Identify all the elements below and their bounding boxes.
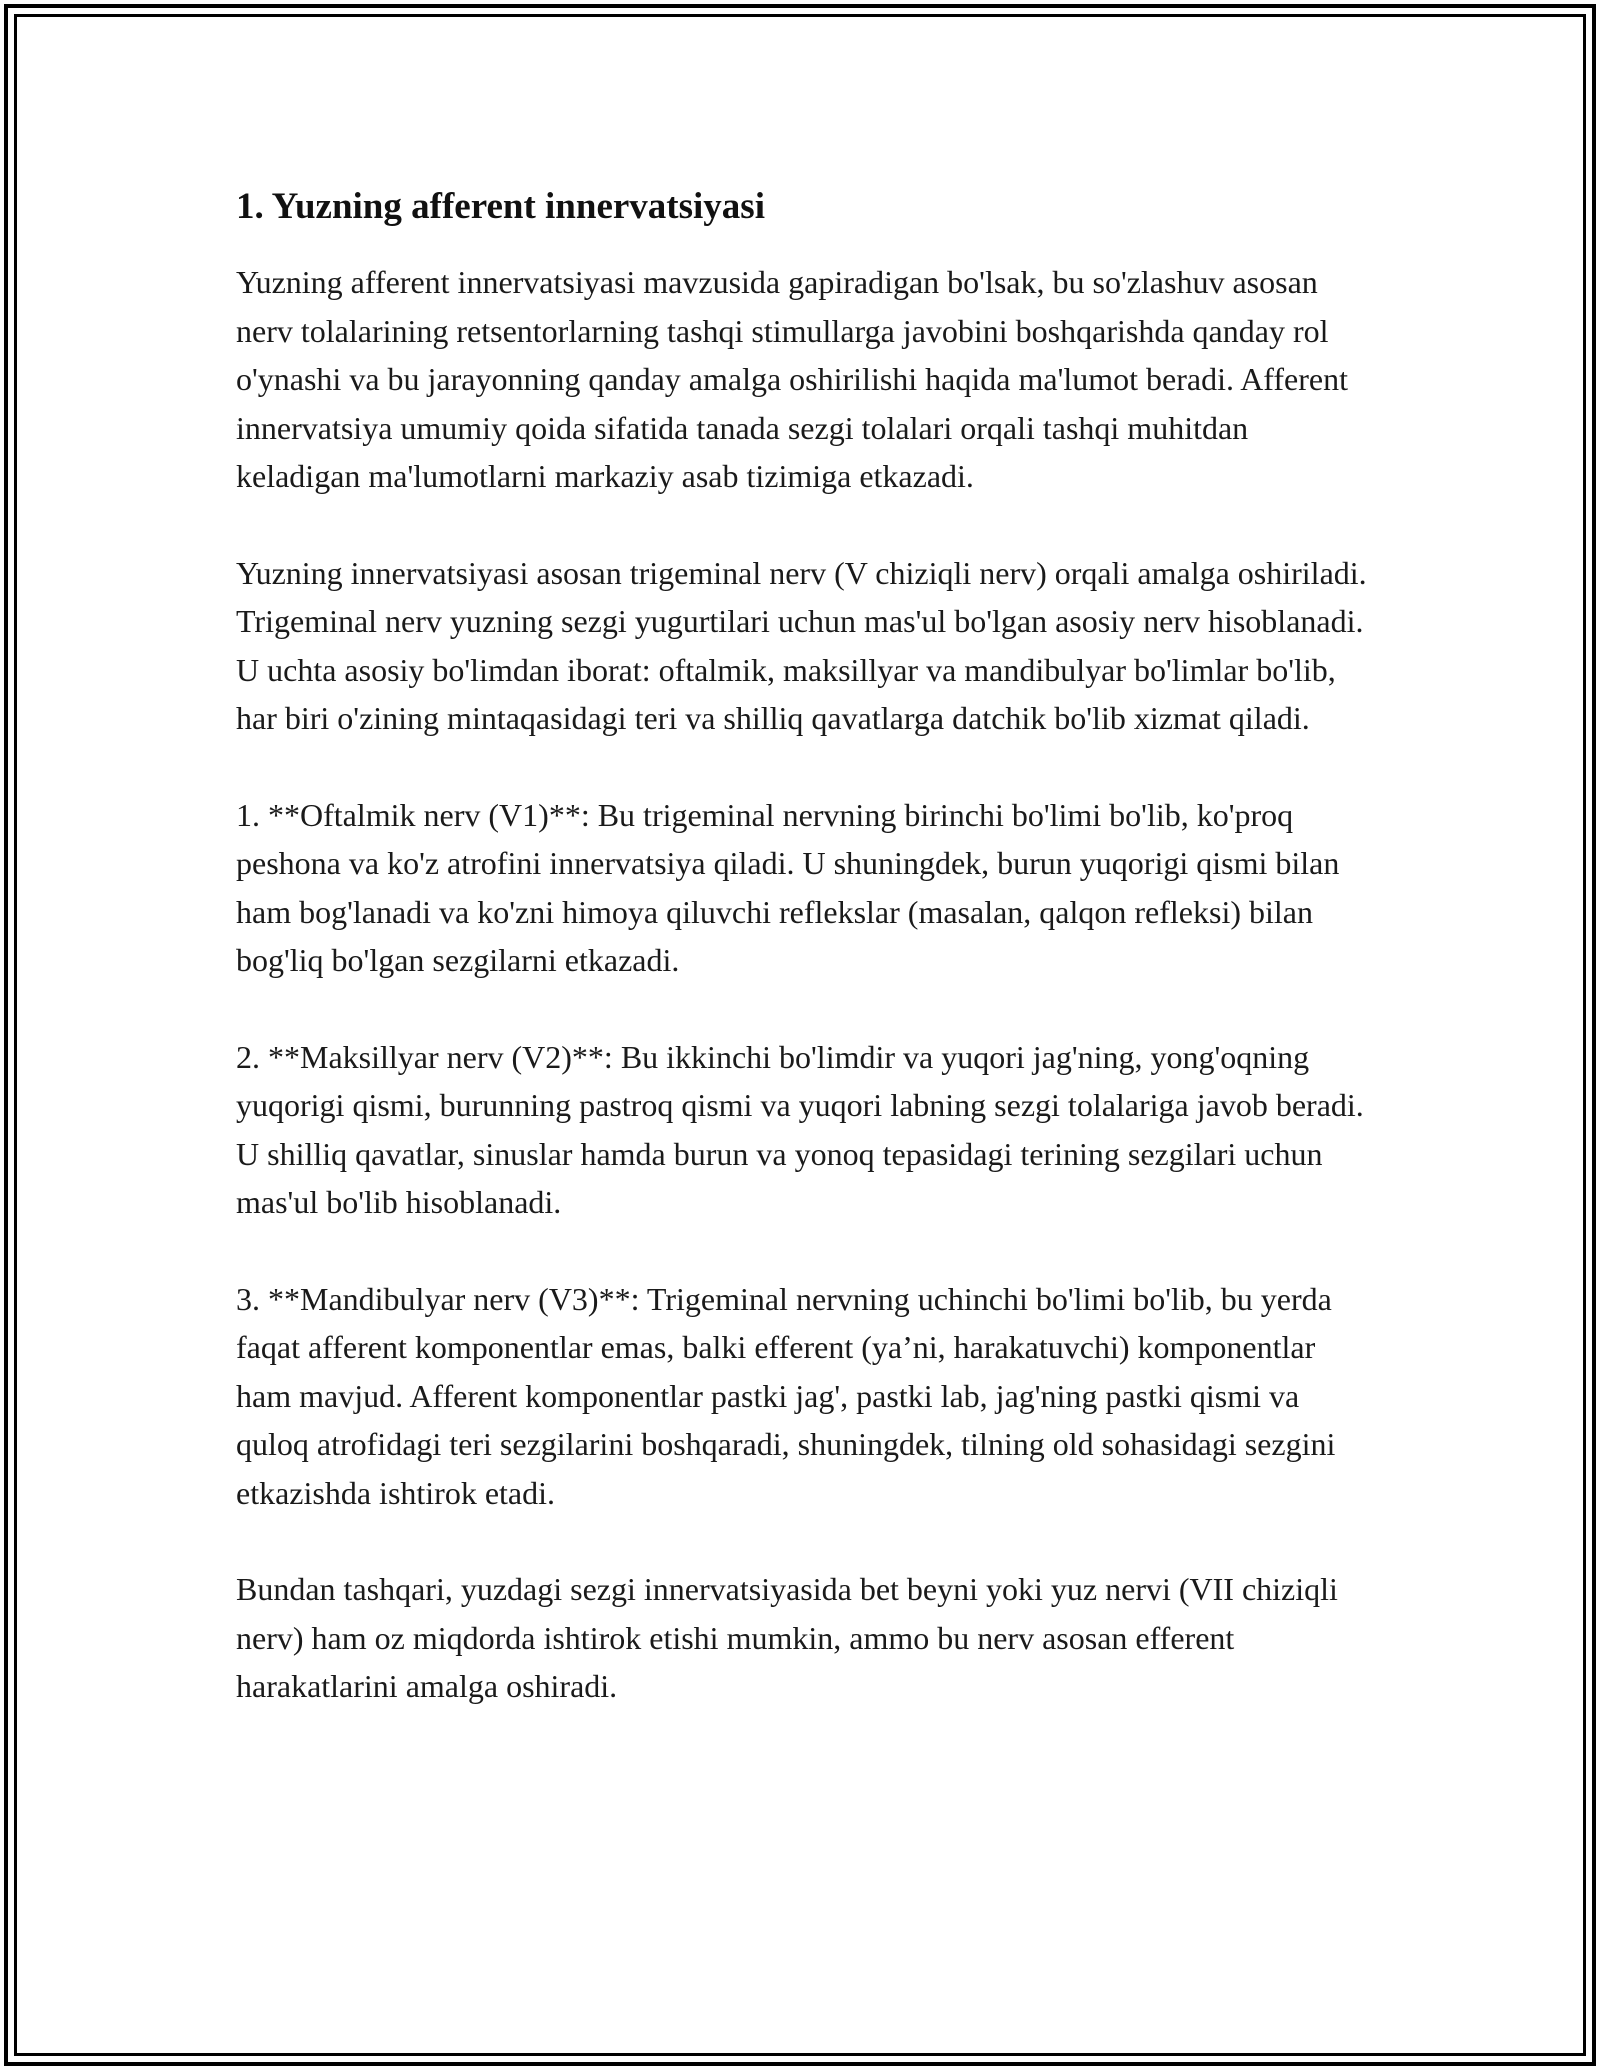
- facial-nerve-paragraph: Bundan tashqari, yuzdagi sezgi innervatsiyasida bet beyni yoki yuz nervi (VII chiziqli nerv) ham oz miqdorda ishtirok etishi mumkin, ammo bu nerv asosan efferent harakatlarini amalga oshiradi.: [236, 1571, 1338, 1704]
- intro-paragraph: Yuzning afferent innervatsiyasi mavzusida gapiradigan bo'lsak, bu so'zlashuv asosan nerv tolalarining retsentorlarning tashqi stimullarga javobini boshqarishda qanday rol o'ynashi va bu jarayonning qanday amalga oshirilishi haqida ma'lumot beradi. Afferent innervatsiya umumiy qoida sifatida tanada sezgi tolalari orqali tashqi muhitdan keladigan ma'lumotlarni markaziy asab tizimiga etkazadi.: [236, 264, 1348, 494]
- ophthalmic-nerve-paragraph: 1. **Oftalmik nerv (V1)**: Bu trigeminal nervning birinchi bo'limi bo'lib, ko'proq peshona va ko'z atrofini innervatsiya qiladi. U shuningdek, burun yuqorigi qismi bilan ham bog'lanadi va ko'zni himoya qiluvchi reflekslar (masalan, qalqon refleksi) bilan bog'liq bo'lgan sezgilarni etkazadi.: [236, 796, 1340, 978]
- section-title: 1. Yuzning afferent innervatsiyasi: [236, 186, 765, 227]
- trigeminal-paragraph: Yuzning innervatsiyasi asosan trigeminal nerv (V chiziqli nerv) orqali amalga oshiriladi. Trigeminal nerv yuzning sezgi yugurtilari uchun mas'ul bo'lgan asosiy nerv hisoblanadi. U uchta asosiy bo'limdan iborat: oftalmik, maksillyar va mandibulyar bo'limlar bo'lib, har biri o'zining mintaqasidagi teri va shilliq qavatlarga datchik bo'lib xizmat qiladi.: [236, 554, 1367, 736]
- document-body: [236, 182, 1376, 1759]
- mandibular-nerve-paragraph: 3. **Mandibulyar nerv (V3)**: Trigeminal nervning uchinchi bo'limi bo'lib, bu yerda faqat afferent komponentlar emas, balki efferent (ya’ni, harakatuvchi) komponentlar ham mavjud. Afferent komponentlar pastki jag', pastki lab, jag'ning pastki qismi va quloq atrofidagi teri sezgilarini boshqaradi, shuningdek, tilning old sohasidagi sezgini etkazishda ishtirok etadi.: [236, 1280, 1336, 1511]
- maxillary-nerve-paragraph: 2. **Maksillyar nerv (V2)**: Bu ikkinchi bo'limdir va yuqori jag'ning, yong'oqning yuqorigi qismi, burunning pastroq qismi va yuqori labning sezgi tolalariga javob beradi. U shilliq qavatlar, sinuslar hamda burun va yonoq tepasidagi terining sezgilari uchun mas'ul bo'lib hisoblanadi.: [236, 1038, 1364, 1220]
